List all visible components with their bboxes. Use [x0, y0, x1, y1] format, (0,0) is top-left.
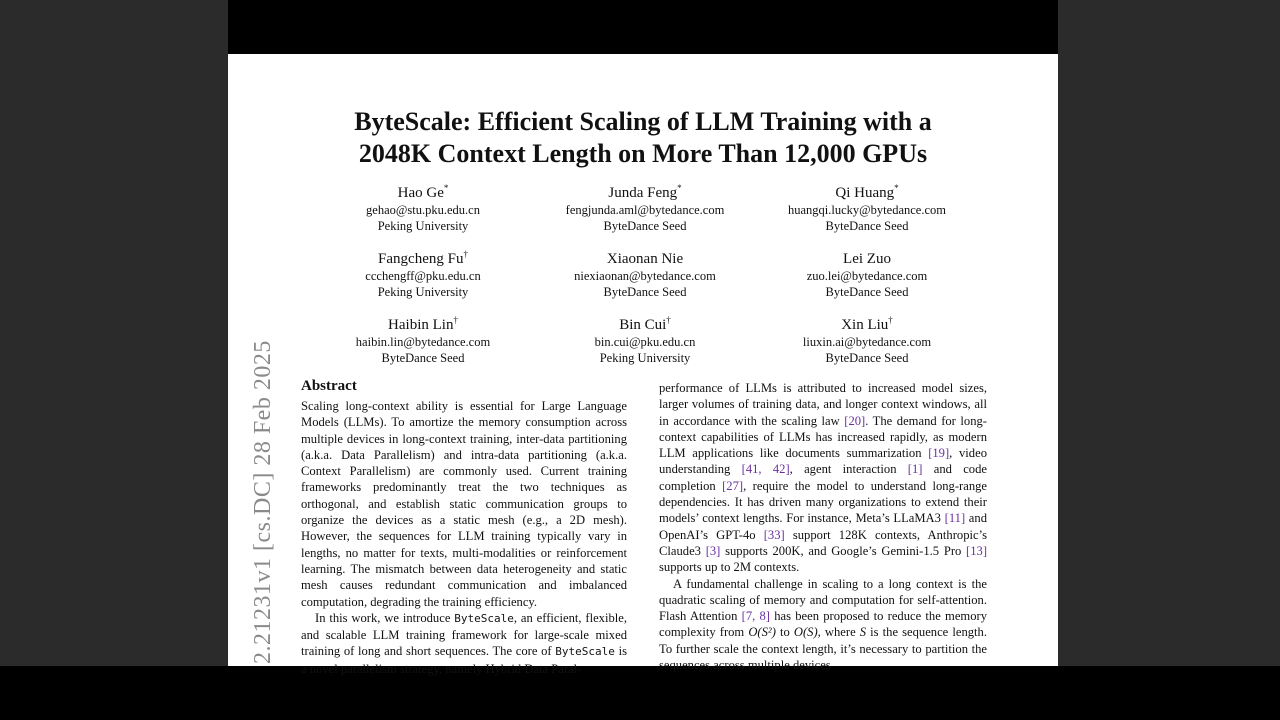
arxiv-stamp: 2.21231v1 [cs.DC] 28 Feb 2025 [250, 340, 276, 664]
author-card [752, 250, 982, 300]
author-email[interactable]: niexiaonan@bytedance.com [574, 269, 716, 283]
author-affiliation: Peking University [377, 285, 469, 299]
author-name: Fangcheng Fu [378, 251, 464, 267]
author-name: Bin Cui [619, 317, 667, 333]
author-card [752, 316, 982, 366]
author-mark: † [666, 315, 671, 325]
citation-link[interactable]: [20] [844, 413, 866, 428]
title-line-1: ByteScale: Efficient Scaling of LLM Training with a [354, 107, 932, 136]
author-email[interactable]: bin.cui@pku.edu.cn [594, 335, 696, 349]
viewer-bottom-bar [0, 666, 1280, 720]
math-expression: O(S) [793, 625, 818, 640]
author-name: Xiaonan Nie [606, 251, 684, 267]
author-affiliation: ByteDance Seed [825, 351, 909, 365]
citation-link[interactable]: [33] [763, 527, 785, 542]
author-mark: * [894, 183, 899, 193]
citation-link[interactable]: [3] [705, 543, 721, 558]
author-card [308, 250, 538, 300]
citation-link[interactable]: [41, 42] [741, 462, 790, 477]
author-email[interactable]: huangqi.lucky@bytedance.com [788, 203, 946, 217]
viewer-left-margin [0, 0, 228, 720]
author-affiliation: ByteDance Seed [381, 351, 465, 365]
author-card [752, 184, 982, 234]
author-name: Xin Liu [841, 317, 889, 333]
author-card [308, 316, 538, 366]
pdf-page [228, 54, 1058, 676]
author-name: Lei Zuo [843, 251, 891, 267]
author-mark: * [443, 183, 449, 193]
citation-link[interactable]: [1] [907, 462, 923, 477]
author-affiliation: ByteDance Seed [603, 285, 687, 299]
abstract-heading: Abstract [301, 378, 357, 394]
citation-link[interactable]: [13] [966, 543, 988, 558]
citation-link[interactable]: [19] [928, 446, 950, 461]
citation-link[interactable]: [7, 8] [741, 609, 770, 624]
author-email[interactable]: gehao@stu.pku.edu.cn [366, 203, 480, 217]
right-column [659, 380, 987, 673]
intro-paragraph-2: A fundamental challenge in scaling to a long context is the quadratic scaling of memory and computation for self-attention. Flash Attention [7, 8] has been proposed to reduce the memory complexity from O(S²) to O(S), where S is the sequence length. To further scale the context length, it’s necessary to partition the sequences across multiple devices [659, 576, 987, 673]
author-card [530, 250, 760, 300]
author-mark: * [677, 183, 682, 193]
author-card [530, 184, 760, 234]
system-name: ByteScale [555, 645, 615, 659]
author-name: Hao Ge [397, 185, 444, 201]
author-name: Haibin Lin [388, 317, 454, 333]
author-name: Qi Huang [835, 185, 895, 201]
author-mark: † [888, 315, 893, 325]
system-name: ByteScale [454, 611, 514, 625]
author-affiliation: ByteDance Seed [825, 219, 909, 233]
author-affiliation: ByteDance Seed [603, 219, 687, 233]
author-email[interactable]: haibin.lin@bytedance.com [355, 335, 491, 349]
title-line-2: 2048K Context Length on More Than 12,000 GPUs [358, 139, 928, 168]
author-mark: † [453, 315, 458, 325]
paper-title [228, 106, 1058, 170]
citation-link[interactable]: [11] [944, 511, 966, 526]
author-card [530, 316, 760, 366]
math-variable: S [859, 625, 867, 640]
author-email[interactable]: ccchengff@pku.edu.cn [365, 269, 481, 283]
author-card [308, 184, 538, 234]
author-email[interactable]: fengjunda.aml@bytedance.com [565, 203, 725, 217]
viewer-right-margin [1058, 0, 1280, 720]
intro-paragraph-1: performance of LLMs is attributed to increased model sizes, larger volumes of training data, and longer context windows, all in accordance with the scaling law [20]. The demand for long-context capabilities of LLMs has increased rapidly, as modern LLM applications like documents summarization [19], video understanding [41, 42], agent interaction [1] and code completion [27], require the model to understand long-range dependencies. It has driven many organizations to extend their models’ context lengths. For instance, Meta’s LLaMA3 [11] and OpenAI’s GPT-4o [33] support 128K contexts, Anthropic’s Claude3 [3] supports 200K, and Google’s Gemini-1.5 Pro [13] supports up to 2M contexts. [659, 381, 988, 575]
citation-link[interactable]: [27] [722, 478, 744, 493]
author-mark: † [463, 249, 468, 259]
author-email[interactable]: liuxin.ai@bytedance.com [802, 335, 932, 349]
author-name: Junda Feng [608, 185, 678, 201]
author-affiliation: ByteDance Seed [825, 285, 909, 299]
author-email[interactable]: zuo.lei@bytedance.com [806, 269, 928, 283]
math-expression: O(S²) [748, 625, 776, 640]
author-affiliation: Peking University [599, 351, 691, 365]
left-column [301, 376, 627, 677]
abstract-paragraph-1: Scaling long-context ability is essential for Large Language Models (LLMs). To amortize the memory consumption across multiple devices in long-context training, inter-data partitioning (a.k.a. Data Parallelism) and intra-data partitioning (a.k.a. Context Parallelism) are commonly used. Current training frameworks predominantly treat the two techniques as orthogonal, and establish static communication groups to organize the devices as a static mesh (e.g., a 2D mesh). However, the sequences for LLM training typically vary in lengths, no matter for texts, multi-modalities or reinforcement learning. The mismatch between data heterogeneity and static mesh causes redundant communication and imbalanced computation, degrading the training efficiency. [301, 399, 627, 609]
abstract-paragraph-2: In this work, we introduce ByteScale, an efficient, flexible, and scalable LLM training framework for large-scale mixed training of long and short sequences. The core of ByteScale is a novel parallelism strategy, namely Hybrid Data Paral- [301, 610, 627, 676]
author-affiliation: Peking University [377, 219, 469, 233]
